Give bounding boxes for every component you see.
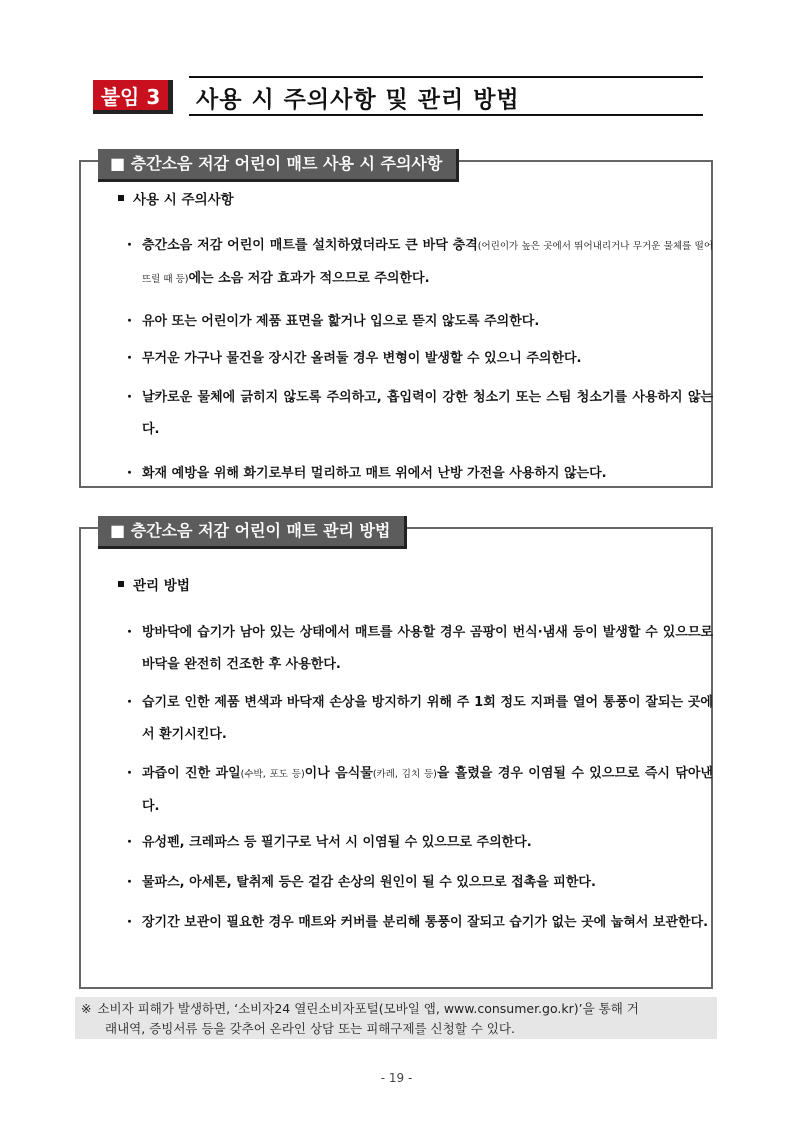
bullet-icon: ・ [123, 766, 137, 781]
bullet-icon: ・ [123, 466, 137, 481]
list-item: ・ 유성펜, 크레파스 등 필기구로 낙서 시 이염될 수 있으므로 주의한다. [119, 827, 713, 859]
page-number: - 19 - [380, 1071, 413, 1085]
section-header: ■ 층간소음 저감 어린이 매트 사용 시 주의사항 [98, 149, 459, 182]
section-subheader: 사용 시 주의사항 [118, 188, 234, 208]
bullet-icon: ・ [123, 238, 137, 253]
title-bar [93, 76, 703, 116]
bullet-icon: ・ [123, 625, 137, 640]
list-item: ・ 과즙이 진한 과일(수박, 포도 등)이나 음식물(카레, 김치 등)을 흘렸을 경우 이염될 수 있으므로 즉시 닦아낸다. [119, 758, 713, 823]
title-rule-top [189, 76, 703, 78]
square-bullet-icon [118, 581, 124, 587]
list-item: ・ 화재 예방을 위해 화기로부터 멀리하고 매트 위에서 난방 가전을 사용하지 않는다. [119, 458, 713, 490]
bullet-icon: ・ [123, 915, 137, 930]
square-bullet-icon [118, 195, 124, 201]
list-item: ・ 방바닥에 습기가 남아 있는 상태에서 매트를 사용할 경우 곰팡이 번식·냄새 등이 발생할 수 있으므로 바닥을 완전히 건조한 후 사용한다. [119, 617, 713, 681]
page-title: 사용 시 주의사항 및 관리 방법 [196, 87, 520, 113]
list-item: ・ 무거운 가구나 물건을 장시간 올려둘 경우 변형이 발생할 수 있으니 주의한다. [119, 343, 713, 375]
list-item: ・ 물파스, 아세톤, 탈취제 등은 겉감 손상의 원인이 될 수 있으므로 접촉을 피한다. [119, 867, 713, 899]
footnote: ※ 소비자 피해가 발생하면, ‘소비자24 열린소비자포털(모바일 앱, www.consumer.go.kr)’을 통해 거 래내역, 증빙서류 등을 갖추어 온라인 상담 또는 피해구제를 신청할 수 있다. [75, 997, 717, 1039]
usage-precautions-section [79, 154, 713, 488]
attachment-badge: 붙임 3 [93, 80, 173, 114]
section-subheader: 관리 방법 [118, 574, 190, 594]
title-rule-bottom [189, 114, 703, 116]
bullet-icon: ・ [123, 351, 137, 366]
list-item: ・ 유아 또는 어린이가 제품 표면을 핥거나 입으로 뜯지 않도록 주의한다. [119, 306, 713, 338]
bullet-icon: ・ [123, 835, 137, 850]
list-item: ・ 층간소음 저감 어린이 매트를 설치하였더라도 큰 바닥 충격(어린이가 높은 곳에서 뛰어내리거나 무거운 물체를 떨어뜨릴 때 등)에는 소음 저감 효과가 적으므로 주의한다. [119, 230, 713, 296]
list-item: ・ 날카로운 물체에 긁히지 않도록 주의하고, 흡입력이 강한 청소기 또는 스팀 청소기를 사용하지 않는다. [119, 382, 713, 446]
list-item: ・ 습기로 인한 제품 변색과 바닥재 손상을 방지하기 위해 주 1회 정도 지퍼를 열어 통풍이 잘되는 곳에서 환기시킨다. [119, 687, 713, 751]
bullet-icon: ・ [123, 695, 137, 710]
bullet-icon: ・ [123, 390, 137, 405]
list-item: ・ 장기간 보관이 필요한 경우 매트와 커버를 분리해 통풍이 잘되고 습기가 없는 곳에 눕혀서 보관한다. [119, 907, 713, 939]
bullet-icon: ・ [123, 314, 137, 329]
management-section [79, 521, 713, 989]
reference-mark-icon: ※ [81, 1001, 92, 1016]
bullet-icon: ・ [123, 875, 137, 890]
section-header: ■ 층간소음 저감 어린이 매트 관리 방법 [98, 516, 407, 549]
